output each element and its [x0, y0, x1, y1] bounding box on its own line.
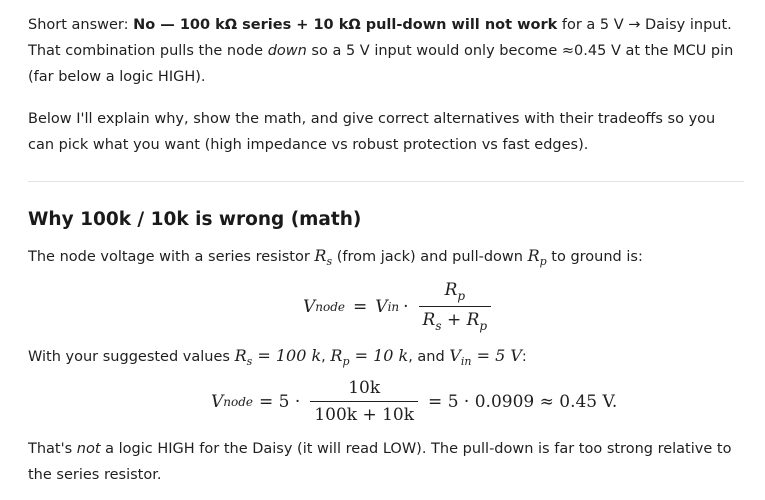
section-heading: Why 100k / 10k is wrong (math): [28, 209, 362, 230]
math-rp-value: $R_p = 10$ k: [330, 346, 409, 368]
text-segment: With your suggested values: [28, 349, 235, 365]
divider-formula: V node = V in · $\frac{R_p}{R_s + R_p}$: [303, 280, 497, 333]
section-divider: [28, 181, 744, 182]
conclusion-paragraph: [28, 436, 744, 488]
fraction: $\frac{R_p}{R_s + R_p}$: [419, 280, 492, 333]
fraction: $\frac{10k}{100k + 10k}$: [310, 378, 418, 425]
lead-text: Short answer:: [28, 17, 134, 33]
math-rs: $R_s$: [314, 246, 333, 268]
bold-answer: No — 100 kΩ series + 10 kΩ pull-down will not work: [133, 17, 558, 33]
emphasis-down: down: [267, 43, 307, 59]
text-segment: , and: [408, 349, 450, 365]
text-segment: :: [521, 349, 527, 365]
text-segment: a logic HIGH for the Daisy (it will read LOW). The pull-down is far too strong relative to the series resistor.: [28, 441, 732, 483]
math-rs-value: $R_s = 100$ k: [234, 346, 322, 368]
answer-text: for a 5 V → Daisy input. That combination pulls the node: [28, 17, 732, 59]
values-paragraph: [28, 343, 744, 375]
node-voltage-paragraph: [28, 243, 744, 275]
text-segment: (from jack) and pull-down: [332, 249, 528, 265]
calculation-formula: V node = 5 · $\frac{10k}{100k + 10k}$ = 5 · 0.0909 ≈ 0.45 V.: [211, 378, 618, 425]
intro-paragraph: Below I'll explain why, show the math, and give correct alternatives with their tradeoffs so you can pick what you want (high impedance vs robust protection vs fast edges).: [28, 111, 716, 153]
emphasis-not: not: [76, 441, 101, 457]
math-vin-value: $V_{in} = 5$ V: [449, 346, 522, 368]
short-answer-paragraph: [28, 12, 744, 90]
text-segment: That's: [28, 441, 77, 457]
answer-text-end: so a 5 V input would only become ≈0.45 V at the MCU pin (far below a logic HIGH).: [28, 43, 734, 85]
math-rp: $R_p$: [527, 246, 547, 268]
text-segment: ,: [321, 349, 331, 365]
text-segment: to ground is:: [546, 249, 643, 265]
text-segment: The node voltage with a series resistor: [28, 249, 315, 265]
